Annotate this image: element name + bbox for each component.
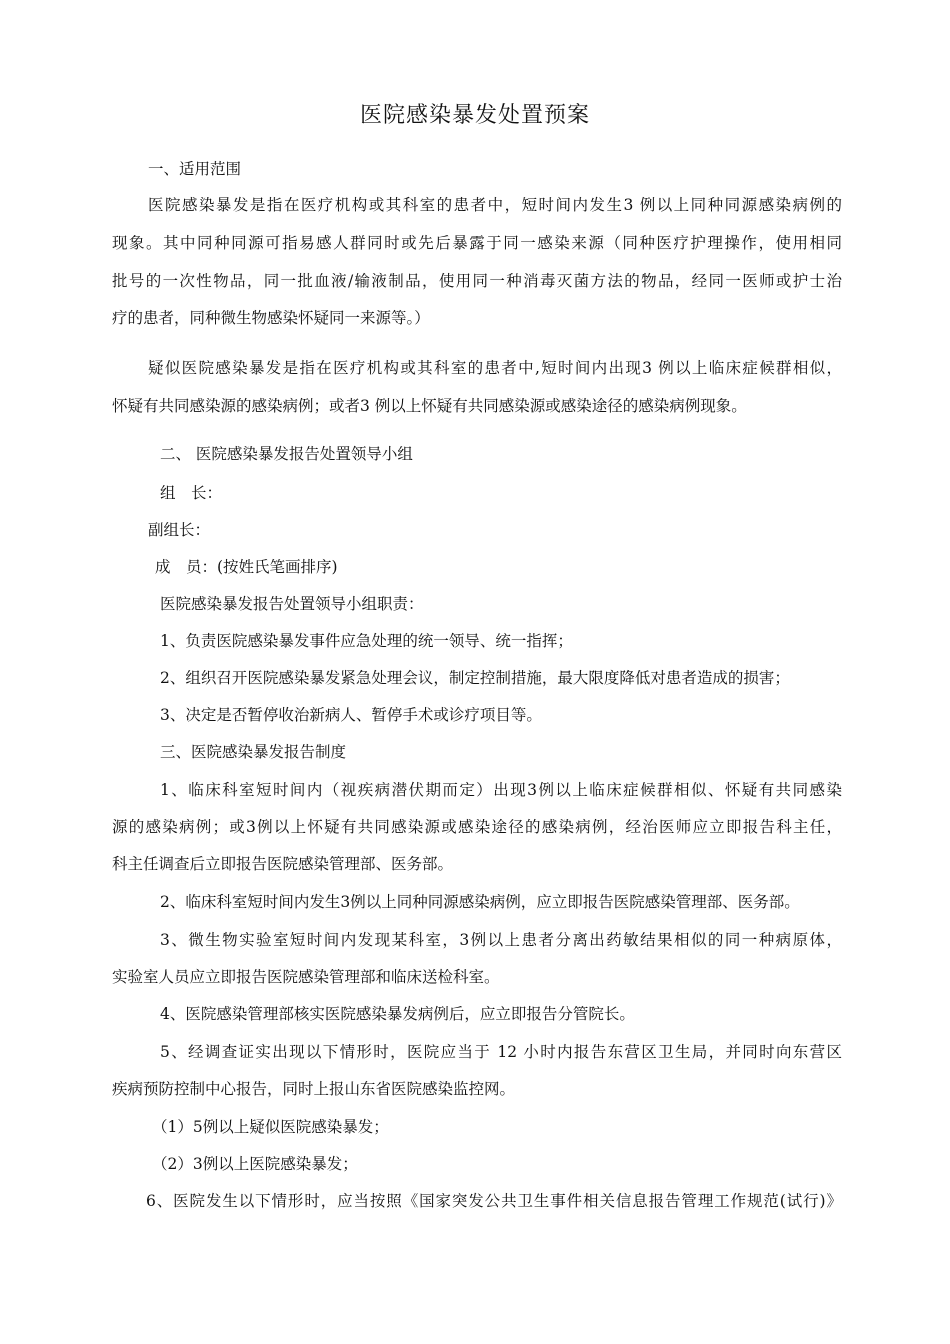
report-item-line: 5、经调查证实出现以下情形时，医院应当于 12 小时内报告东营区卫生局，并同时向东营区 [160, 1043, 842, 1061]
section-2-heading: 二、 医院感染暴发报告处置领导小组 [160, 445, 413, 463]
duty-item: 2、组织召开医院感染暴发紧急处理会议，制定控制措施，最大限度降低对患者造成的损害； [160, 669, 790, 687]
duty-item: 1、负责医院感染暴发事件应急处理的统一领导、统一指挥； [160, 632, 573, 650]
members-label: 成 员：(按姓氏笔画排序) [155, 558, 338, 576]
paragraph-line: 疗的患者，同种微生物感染怀疑同一来源等。） [112, 309, 430, 327]
report-item-line: 实验室人员应立即报告医院感染管理部和临床送检科室。 [112, 968, 500, 986]
vice-leader-label: 副组长： [148, 521, 211, 539]
group-leader-label: 组 长： [160, 484, 223, 502]
report-item-line: 疾病预防控制中心报告，同时上报山东省医院感染监控网。 [112, 1080, 516, 1098]
document-title: 医院感染暴发处置预案 [359, 103, 590, 128]
paragraph-line: 怀疑有共同感染源的感染病例；或者3 例以上怀疑有共同感染源或感染途径的感染病例现象。 [112, 397, 747, 415]
report-item-line: 源的感染病例；或3例以上怀疑有共同感染源或感染途径的感染病例，经治医师应立即报告科主任， [112, 818, 842, 836]
paragraph-line: 医院感染暴发是指在医疗机构或其科室的患者中，短时间内发生3 例以上同种同源感染病例的 [148, 196, 842, 214]
section-1-heading: 一、适用范围 [148, 160, 242, 178]
report-item-line: 6、医院发生以下情形时，应当按照《国家突发公共卫生事件相关信息报告管理工作规范(试行)》 [146, 1192, 842, 1210]
report-sub-item: （1）5例以上疑似医院感染暴发； [152, 1118, 389, 1136]
report-item-line: 2、临床科室短时间内发生3例以上同种同源感染病例，应立即报告医院感染管理部、医务部。 [160, 893, 800, 911]
duties-heading: 医院感染暴发报告处置领导小组职责： [160, 595, 424, 613]
report-item-line: 4、医院感染管理部核实医院感染暴发病例后，应立即报告分管院长。 [160, 1005, 635, 1023]
section-3-heading: 三、医院感染暴发报告制度 [160, 743, 347, 761]
paragraph-line: 批号的一次性物品，同一批血液/输液制品，使用同一种消毒灭菌方法的物品，经同一医师或护士治 [112, 272, 842, 290]
paragraph-line: 现象。其中同种同源可指易感人群同时或先后暴露于同一感染来源（同种医疗护理操作，使用相同 [112, 234, 842, 252]
duty-item: 3、决定是否暂停收治新病人、暂停手术或诊疗项目等。 [160, 706, 542, 724]
report-item-line: 3、微生物实验室短时间内发现某科室，3例以上患者分离出药敏结果相似的同一种病原体， [160, 931, 842, 949]
report-item-line: 1、临床科室短时间内（视疾病潜伏期而定）出现3例以上临床症候群相似、怀疑有共同感染 [160, 781, 842, 799]
report-sub-item: （2）3例以上医院感染暴发； [152, 1155, 358, 1173]
paragraph-line: 疑似医院感染暴发是指在医疗机构或其科室的患者中,短时间内出现3 例以上临床症候群相似， [148, 359, 842, 377]
report-item-line: 科主任调查后立即报告医院感染管理部、医务部。 [112, 855, 454, 873]
